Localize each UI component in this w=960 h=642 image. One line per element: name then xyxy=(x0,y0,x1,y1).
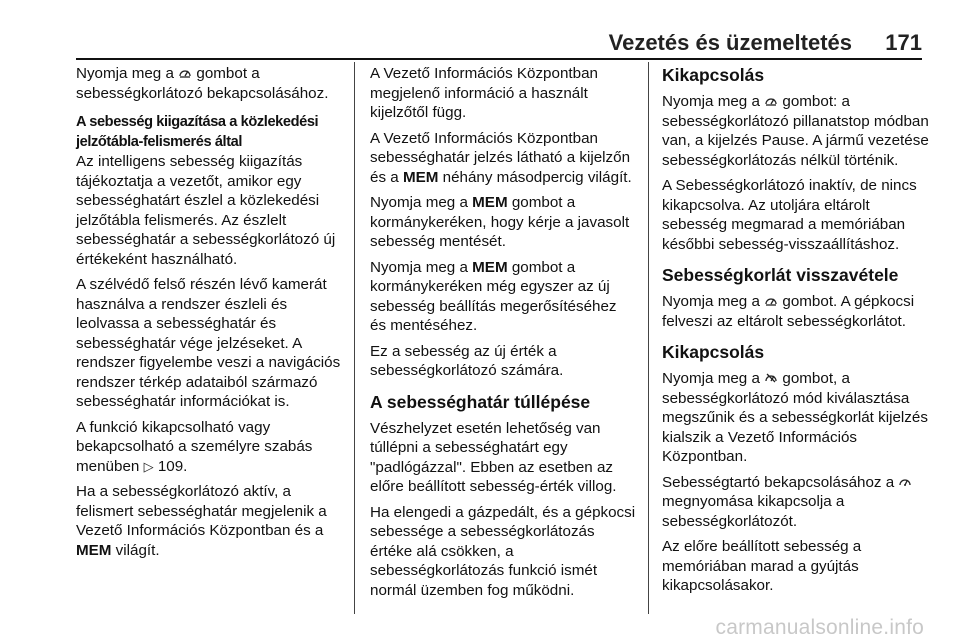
header-divider xyxy=(76,58,922,60)
cruise-control-icon xyxy=(898,473,912,493)
mem-label: MEM xyxy=(472,194,508,211)
mem-label: MEM xyxy=(472,258,508,276)
mem-label: MEM xyxy=(402,168,439,186)
paragraph: A funkció kikapcsolható vagy bekapcsolható a személyre szabás menüben ▷ 109. xyxy=(76,418,313,475)
column-divider-2 xyxy=(648,62,649,614)
paragraph: A Vezető Információs Központban megjelenő információ a használt kijelzőtől függ. xyxy=(370,65,598,121)
section-title: Vezetés és üzemeltetés xyxy=(608,30,852,55)
section-heading: Sebességkorlát visszavétele xyxy=(662,265,899,285)
column-1 xyxy=(76,64,344,566)
column-3 xyxy=(662,64,930,602)
paragraph: Az előre beállított sebesség a memóriában marad a gyújtás kikapcsolásakor. xyxy=(662,538,862,594)
page-ref-arrow-icon: ▷ xyxy=(143,458,154,474)
page-header xyxy=(0,0,960,58)
page-number: 171 xyxy=(885,30,922,55)
paragraph: Ha a sebességkorlátozó aktív, a felismert sebességhatár megjelenik a Vezető Információs Központban és a MEM világít. xyxy=(76,483,327,559)
page-reference[interactable]: 109. xyxy=(157,457,188,475)
paragraph: Ha elengedi a gázpedált, és a gépkocsi sebessége a sebességkorlátozás értéke alá csökken, a sebességkorlátozás funkció ismét normál üzemben fog működni. xyxy=(370,503,636,599)
subsection-heading: A sebesség kiigazítása a közlekedési jelzőtábla-felismerés által xyxy=(76,114,319,150)
paragraph: Nyomja meg a gombot. A gépkocsi felveszi az eltárolt sebességkorlátot. xyxy=(662,293,915,330)
section-heading: A sebességhatár túllépése xyxy=(370,391,591,412)
paragraph: Nyomja meg a gombot, a sebességkorlátozó mód kiválasztása megszűnik és a sebességkorlát kijelzés kialszik a Vezető Információs Központban. xyxy=(662,370,928,465)
section-heading: Kikapcsolás xyxy=(662,342,765,362)
paragraph: Nyomja meg a MEM gombot a kormánykeréken, hogy kérje a javasolt sebesség mentését. xyxy=(370,194,630,250)
paragraph: Nyomja meg a MEM gombot a kormánykeréken még egyszer az új sebesség beállítás megerősítéséhez és mentéséhez. xyxy=(370,258,617,334)
paragraph: Nyomja meg a gombot a sebességkorlátozó bekapcsolásához. xyxy=(76,65,329,102)
paragraph: Vészhelyzet esetén lehetőség van túllépni a sebességhatárt egy "padlógázzal". Ebben az esetben az előre beállított sebesség-érték villog. xyxy=(370,419,617,495)
paragraph: Nyomja meg a gombot: a sebességkorlátozó pillanatstop módban van, a kijelzés Pause. A jármű vezetése sebességkorlátozás nélkül történik. xyxy=(662,93,929,169)
pause-icon xyxy=(764,92,778,112)
paragraph: A szélvédő felső részén lévő kamerát használva a rendszer észleli és leolvassa a sebességhatár és sebességhatár vége jelzéseket. A rendszer figyelembe veszi a navigációs rendszer térkép adataiból származó sebességhatár információkat is. xyxy=(76,276,341,410)
column-divider-1 xyxy=(354,62,355,614)
resume-icon xyxy=(764,292,778,312)
cancel-icon xyxy=(764,369,778,389)
column-2 xyxy=(370,64,636,606)
paragraph: A Vezető Információs Központban sebességhatár jelzés látható a kijelzőn és a MEM néhány másodpercig világít. xyxy=(370,129,632,186)
paragraph: Az intelligens sebesség kiigazítás tájékoztatja a vezetőt, amikor egy sebességhatárt észlel a közlekedési jelzőtábla felismerés. Az észlelt sebességhatár a sebességkorlátozó új értékeként használható. xyxy=(76,153,336,268)
watermark: carmanualsonline.info xyxy=(715,616,924,639)
paragraph: A Sebességkorlátozó inaktív, de nincs kikapcsolva. Az utoljára eltárolt sebesség megmarad a memóriában későbbi sebesség-visszaállításhoz. xyxy=(662,177,917,253)
section-heading: Kikapcsolás xyxy=(662,65,765,85)
paragraph: Ez a sebesség az új érték a sebességkorlátozó számára. xyxy=(370,342,564,379)
speed-limiter-icon xyxy=(178,64,192,84)
paragraph: Sebességtartó bekapcsolásához a megnyomása kikapcsolja a sebességkorlátozót. xyxy=(662,473,930,532)
mem-label: MEM xyxy=(76,541,112,559)
